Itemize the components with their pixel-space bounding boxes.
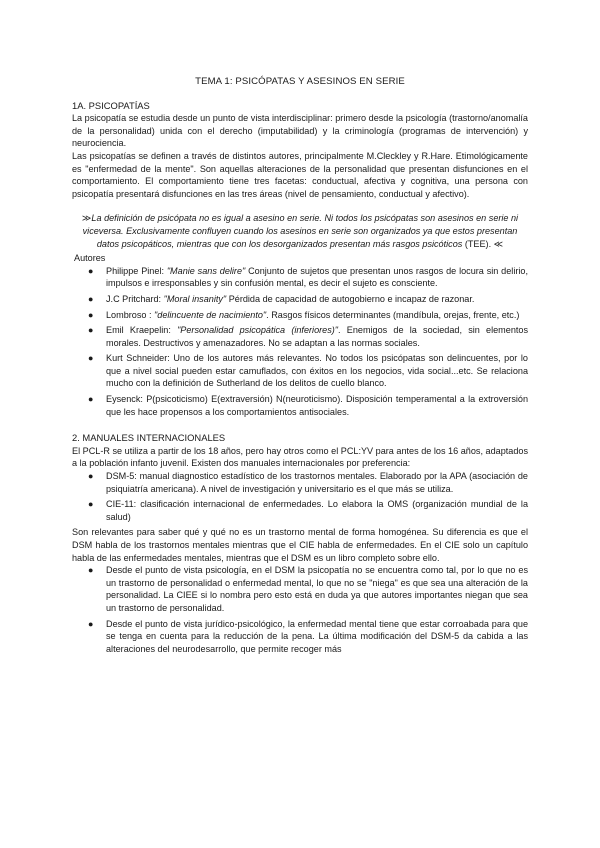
bullet-icon: ●	[88, 325, 94, 336]
quote-open-mark: ≫	[81, 213, 92, 224]
manual-text: DSM-5: manual diagnostico estadístico de los trastornos mentales. Elaborado por la APA (asociación de psiquiatría americana). A nivel de investigación y universitario es el que más se utiliza.	[106, 471, 528, 494]
section-heading-manuales: 2. MANUALES INTERNACIONALES	[72, 432, 226, 444]
author-term: "Personalidad psicopática (inferiores)"	[177, 325, 339, 336]
bullet-icon: ●	[88, 618, 94, 629]
author-name: Lombroso :	[106, 309, 155, 320]
author-text: Uno de los autores más relevantes. No todos los psicópatas son delincuentes, por lo que a nivel social pueden estar camuflados, con éxitos en los negocios, vida social...etc. Se relaciona mucho con la definición de Sutherland de los delitos de cuello blanco.	[106, 353, 528, 389]
author-name: Philippe Pinel:	[106, 265, 167, 276]
bullet-icon: ●	[88, 265, 94, 276]
author-text: Pérdida de capacidad de autogobierno e incapaz de razonar.	[226, 293, 475, 304]
author-text: . Rasgos físicos determinantes (mandíbula, orejas, frente, etc.)	[266, 309, 520, 320]
paragraph-pcl-r: El PCL-R se utiliza a partir de los 18 años, pero hay otros como el PCL:YV para antes de los 16 años, adaptados a la población infanto juvenil. Existen dos manuales internacionales por preferencia:	[72, 445, 528, 469]
paragraph-definicion: Las psicopatías se definen a través de distintos autores, principalmente M.Cleckley y R.Hare. Etimológicamente es "enfermedad de la mente". Son aquellas alteraciones de la personalidad que presentan disfunciones en el comportamiento. El comportamiento tiene tres facetas: conductual, afectiva y cognitiva, una persona con psicopatía presentará disfunciones en las tres áreas (nivel de pensamiento, conductual y afectivo).	[72, 150, 528, 199]
author-term: "Manie sans delire"	[166, 265, 246, 276]
author-text: Conjunto de sujetos que presentan unos rasgos de locura sin delirio, impulsos e irresponsables y sin confusión mental, es decir el sujeto es consciente.	[106, 265, 528, 289]
author-term: "delincuente de nacimiento"	[154, 309, 267, 320]
bullet-icon: ●	[88, 353, 94, 364]
authors-list	[72, 265, 528, 419]
manual-text: CIE-11: clasificación internacional de enfermedades. Lo elabora la OMS (organización mundial de la salud)	[106, 499, 528, 522]
author-item-schneider	[88, 352, 528, 390]
author-text: . Enemigos de la sociedad, sin elementos morales. Destructivos y amenazadores. No se adaptan a las normas sociales.	[106, 325, 529, 348]
paragraph-interdisciplinar: La psicopatía se estudia desde un punto de vista interdisciplinar: primero desde la psicología (trastorno/anomalía de la personalidad) unida con el derecho (imputabilidad) y la criminología (programas de intervención) y neurociencia.	[72, 113, 528, 149]
bullet-icon: ●	[88, 293, 94, 304]
point-item-juridico	[88, 618, 528, 656]
author-name: Eysenck:	[106, 394, 147, 405]
quote-text: La definición de psicópata no es igual a asesino en serie. Ni todos los psicópatas son asesinos en serie ni viceversa. Exclusivamente confluyen cuando los asesinos en serie son organizados ya que estos presentan datos psicopáticos, mientras que con los desorganizados presentan más rasgos psicóticos	[82, 213, 519, 249]
author-name: Kurt Schneider:	[106, 353, 174, 364]
bullet-icon: ●	[88, 394, 94, 405]
section-heading-psicopatias: 1A. PSICOPATÍAS	[72, 99, 150, 111]
bullet-icon: ●	[88, 499, 94, 510]
point-text: Desde el punto de vista jurídico-psicológico, la enfermedad mental tiene que estar corroabada para que se tenga en cuenta para la reducción de la pena. La última modificación del DSM-5 da cabida a las alteraciones del neurodesarrollo, que permite recoger más	[106, 618, 528, 654]
author-item-eysenck	[88, 393, 528, 418]
author-item-kraepelin	[88, 324, 529, 349]
point-item-psicologia	[88, 564, 528, 614]
document-body	[72, 76, 528, 658]
quote-tail: (TEE). ≪	[462, 238, 504, 249]
bullet-icon: ●	[88, 565, 94, 576]
paragraph-diferencias: Son relevantes para saber qué y qué no es un trastorno mental de forma homogénea. Su diferencia es que el DSM habla de los trastornos mentales mientras que el CIE habla de enfermedades. En el CIE solo un capítulo habla de las enfermedades mentales, mientras que el DSM es un libro completo sobre ello.	[72, 527, 528, 563]
manual-item-cie11	[88, 498, 528, 523]
manuals-list	[72, 470, 528, 523]
point-text: Desde el punto de vista psicología, en el DSM la psicopatía no se encuentra como tal, por lo que no es un trastorno de personalidad o enfermedad mental, lo que no se "niega" es que sea una alteración de la personalidad. La CIEE si lo nombra pero esto está en duda ya que autores importantes niegan que sea un trastorno de personalidad.	[106, 565, 528, 613]
author-item-pritchard	[88, 293, 528, 306]
authors-heading: Autores	[74, 253, 106, 264]
author-text: P(psicoticismo) E(extraversión) N(neuroticismo). Disposición temperamental a la extroversión que les hace propensos a los comportamientos antisociales.	[106, 394, 528, 417]
document-title: TEMA 1: PSICÓPATAS Y ASESINOS EN SERIE	[195, 76, 405, 87]
bullet-icon: ●	[88, 471, 94, 482]
author-name: Emil Kraepelin:	[106, 325, 178, 336]
author-item-lombroso	[88, 309, 528, 322]
points-list	[72, 564, 528, 655]
author-name: J.C Pritchard:	[106, 293, 164, 304]
bullet-icon: ●	[88, 309, 94, 320]
author-item-pinel	[88, 265, 528, 290]
quote-block	[76, 212, 524, 250]
manual-item-dsm5	[88, 470, 528, 495]
author-term: "Moral insanity"	[163, 293, 227, 304]
